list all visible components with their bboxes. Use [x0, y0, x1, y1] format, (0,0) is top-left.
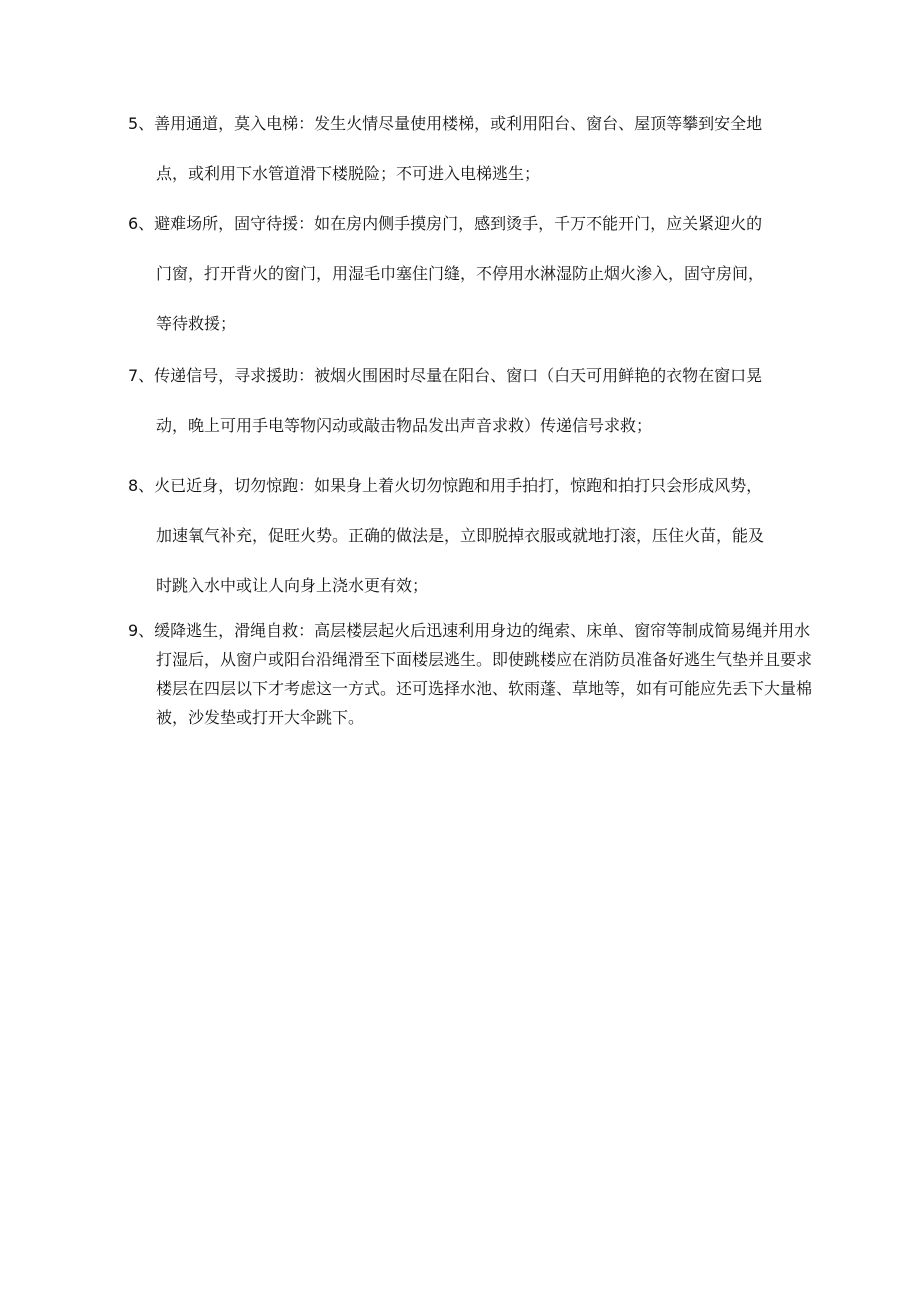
list-item-line: 等待救援； [156, 314, 237, 333]
list-item-line: 打湿后，从窗户或阳台沿绳滑至下面楼层逃生。即使跳楼应在消防员准备好逃生气垫并且要求 [156, 650, 813, 669]
list-item-5 [128, 99, 863, 199]
list-item-line: 8、火已近身，切勿惊跑：如果身上着火切勿惊跑和用手拍打，惊跑和拍打只会形成风势， [128, 476, 763, 495]
list-item-8 [128, 461, 863, 611]
list-item-7 [128, 351, 863, 451]
list-item-line: 点，或利用下水管道滑下楼脱险；不可进入电梯逃生； [156, 164, 541, 183]
list-item-line: 动，晚上可用手电等物闪动或敲击物品发出声音求救）传递信号求救； [156, 416, 653, 435]
list-item-line: 9、缓降逃生，滑绳自救：高层楼层起火后迅速利用身边的绳索、床单、窗帘等制成简易绳并用水 [128, 621, 811, 640]
list-item-line: 门窗，打开背火的窗门，用湿毛巾塞住门缝，不停用水淋湿防止烟火渗入，固守房间， [156, 264, 765, 283]
list-item-line: 时跳入水中或让人向身上浇水更有效； [156, 576, 429, 595]
list-item-line: 5、善用通道，莫入电梯：发生火情尽量使用楼梯，或利用阳台、窗台、屋顶等攀到安全地 [128, 114, 763, 133]
list-item-line: 楼层在四层以下才考虑这一方式。还可选择水池、软雨蓬、草地等，如有可能应先丢下大量棉 [156, 679, 813, 698]
list-item-6 [128, 199, 863, 349]
list-item-line: 加速氧气补充，促旺火势。正确的做法是，立即脱掉衣服或就地打滚，压住火苗，能及 [156, 526, 765, 545]
list-item-9 [128, 616, 863, 732]
list-item-line: 7、传递信号，寻求援助：被烟火围困时尽量在阳台、窗口（白天可用鲜艳的衣物在窗口晃 [128, 366, 763, 385]
list-item-line: 6、避难场所，固守待援：如在房内侧手摸房门，感到烫手，千万不能开门，应关紧迎火的 [128, 214, 763, 233]
list-item-line: 被，沙发垫或打开大伞跳下。 [156, 708, 365, 727]
